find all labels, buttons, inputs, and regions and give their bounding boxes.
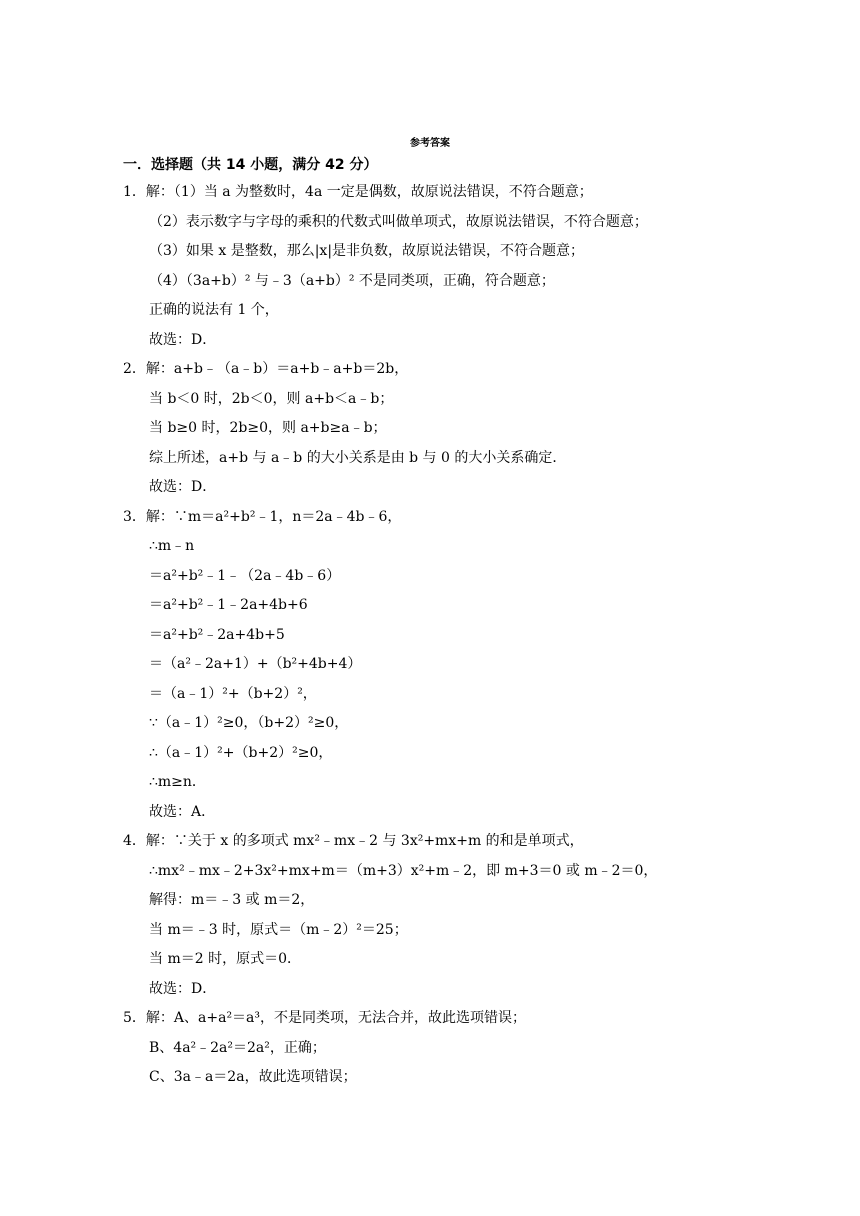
answer-line: （4）（3a+b）² 与﹣3（a+b）² 不是同类项，正确，符合题意； [149,272,555,289]
answer-line: ＝a²+b²﹣1﹣（2a﹣4b﹣6） [149,567,341,584]
answer-line: ＝a²+b²﹣2a+4b+5 [149,626,285,643]
answer-line: ∵（a﹣1）²≥0，（b+2）²≥0， [149,715,349,731]
answer-line: （3）如果 x 是整数，那么|x|是非负数，故原说法错误，不符合题意； [149,243,585,259]
answer-line: 2．解：a+b﹣（a﹣b）＝a+b﹣a+b＝2b， [123,361,409,377]
answer-line: B、4a²﹣2a²＝2a²，正确； [149,1039,326,1056]
section-heading: 一．选择题（共 14 小题，满分 42 分） [123,157,378,173]
answer-line: 综上所述，a+b 与 a﹣b 的大小关系是由 b 与 0 的大小关系确定． [149,449,567,466]
answer-line: ＝（a²﹣2a+1）+（b²+4b+4） [149,656,362,672]
answer-line: 故选：D． [149,479,217,495]
answer-line: ＝（a﹣1）²+（b+2）²， [149,685,317,702]
answer-line: 当 m＝2 时，原式＝0． [149,951,301,967]
answer-line: （2）表示数字与字母的乘积的代数式叫做单项式，故原说法错误，不符合题意； [149,213,648,230]
answer-line: C、3a﹣a＝2a，故此选项错误； [149,1069,357,1085]
answer-line: 当 m＝﹣3 时，原式＝（m﹣2）²＝25； [149,921,408,938]
answer-line: 故选：A． [149,803,216,820]
answer-line: 5．解：A、a+a²＝a³，不是同类项，无法合并，故此选项错误； [123,1010,527,1026]
answer-line: ∴m﹣n [149,538,195,554]
answer-line: ∴mx²﹣mx﹣2+3x²+mx+m＝（m+3）x²+m﹣2，即 m+3＝0 或 m﹣2＝0， [149,862,658,879]
answer-line: 正确的说法有 1 个， [149,302,279,318]
answer-line: 当 b＜0 时，2b＜0，则 a+b＜a﹣b； [149,390,394,407]
answer-line: 4．解：∵关于 x 的多项式 mx²﹣mx﹣2 与 3x²+mx+m 的和是单项式， [123,833,584,849]
answer-lines [123,182,813,1097]
answer-line: 当 b≥0 时，2b≥0，则 a+b≥a﹣b； [149,420,387,436]
answer-title: 参考答案 [410,138,450,149]
answer-line: ∴（a﹣1）²+（b+2）²≥0， [149,744,333,761]
answer-line: 3．解：∵m＝a²+b²﹣1，n＝2a﹣4b﹣6， [123,508,402,525]
answer-line: 故选：D． [149,980,217,997]
answer-line: 1．解：（1）当 a 为整数时，4a 一定是偶数，故原说法错误，不符合题意； [123,184,593,200]
answer-line: 故选：D． [149,331,217,348]
answer-line: ∴m≥n． [149,774,206,790]
answer-line: 解得：m＝﹣3 或 m＝2， [149,892,315,908]
answer-line: ＝a²+b²﹣1﹣2a+4b+6 [149,597,308,613]
